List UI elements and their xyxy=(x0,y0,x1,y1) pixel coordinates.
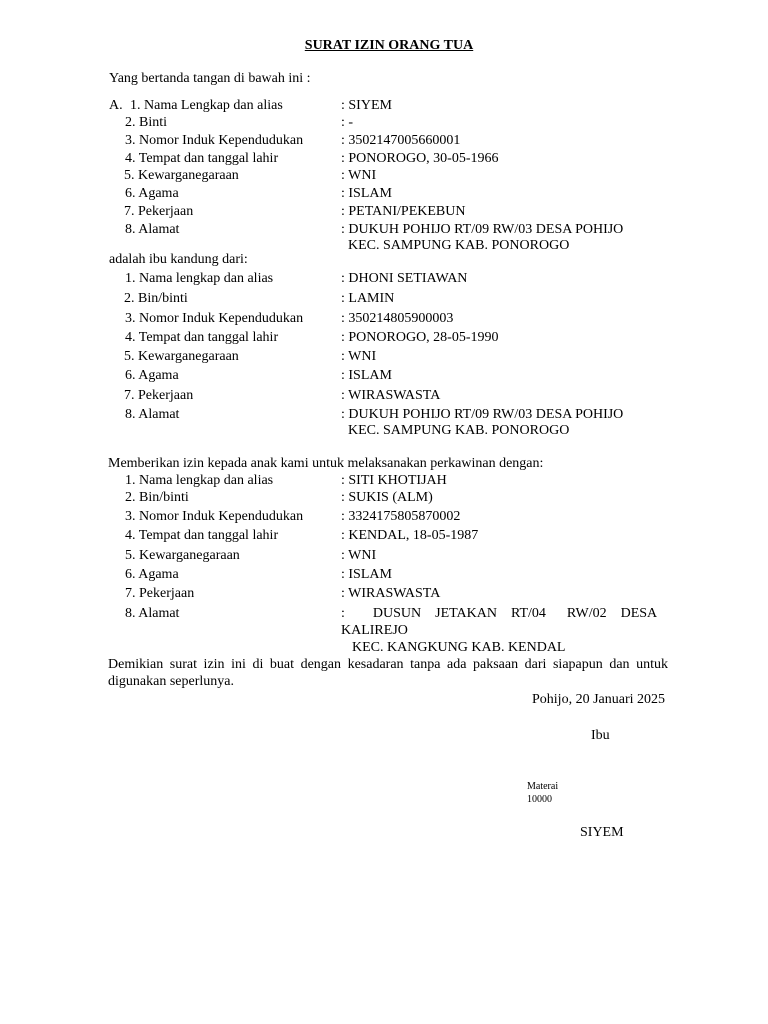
intro-text: Yang bertanda tangan di bawah ini : xyxy=(109,71,311,86)
signer-name: SIYEM xyxy=(580,825,624,840)
spouse-label-nik: 3. Nomor Induk Kependudukan xyxy=(125,509,304,524)
spouse-value-occupation: : WIRASWASTA xyxy=(341,586,441,601)
stamp-label: Materai xyxy=(527,781,559,792)
child-label-nik: 3. Nomor Induk Kependudukan xyxy=(125,311,304,326)
parent-label-name: 1. Nama Lengkap dan alias xyxy=(130,98,283,113)
permission-intro-text: Memberikan izin kepada anak kami untuk melaksanakan perkawinan dengan: xyxy=(108,456,544,471)
spouse-value-citizenship: : WNI xyxy=(341,548,377,563)
child-value-religion: : ISLAM xyxy=(341,368,392,383)
parent-label-binti: 2. Binti xyxy=(125,115,168,130)
parent-value-citizenship: : WNI xyxy=(341,168,377,183)
parent-label-birth: 4. Tempat dan tanggal lahir xyxy=(125,151,279,166)
spouse-label-bin: 2. Bin/binti xyxy=(125,490,189,505)
spouse-label-name: 1. Nama lengkap dan alias xyxy=(125,473,274,488)
parent-label-occupation: 7. Pekerjaan xyxy=(124,204,194,219)
child-value-birth: : PONOROGO, 28-05-1990 xyxy=(341,330,499,345)
child-label-birth: 4. Tempat dan tanggal lahir xyxy=(125,330,279,345)
spouse-value-religion: : ISLAM xyxy=(341,567,392,582)
parent-value-name: : SIYEM xyxy=(341,98,392,113)
child-label-name: 1. Nama lengkap dan alias xyxy=(125,271,274,286)
child-label-address: 8. Alamat xyxy=(125,407,180,422)
child-label-bin: 2. Bin/binti xyxy=(124,291,188,306)
spouse-label-birth: 4. Tempat dan tanggal lahir xyxy=(125,528,279,543)
place-date: Pohijo, 20 Januari 2025 xyxy=(532,692,665,707)
child-label-citizenship: 5. Kewarganegaraan xyxy=(124,349,239,364)
spouse-value-name: : SITI KHOTIJAH xyxy=(341,473,447,488)
parent-label-nik: 3. Nomor Induk Kependudukan xyxy=(125,133,304,148)
closing-paragraph-line2: digunakan seperlunya. xyxy=(108,674,234,689)
parent-label-address: 8. Alamat xyxy=(125,222,180,237)
parent-value-occupation: : PETANI/PEKEBUN xyxy=(341,204,466,219)
child-value-occupation: : WIRASWASTA xyxy=(341,388,441,403)
parent-value-address-line2: KEC. SAMPUNG KAB. PONOROGO xyxy=(348,238,570,253)
child-value-address: : DUKUH POHIJO RT/09 RW/03 DESA POHIJO xyxy=(341,407,624,422)
child-intro-text: adalah ibu kandung dari: xyxy=(109,252,248,267)
spouse-value-bin: : SUKIS (ALM) xyxy=(341,490,433,505)
parent-value-birth: : PONOROGO, 30-05-1966 xyxy=(341,151,499,166)
spouse-label-citizenship: 5. Kewarganegaraan xyxy=(125,548,240,563)
parent-label-citizenship: 5. Kewarganegaraan xyxy=(124,168,239,183)
spouse-label-occupation: 7. Pekerjaan xyxy=(125,586,195,601)
spouse-label-religion: 6. Agama xyxy=(125,567,179,582)
signer-role: Ibu xyxy=(591,728,610,743)
spouse-value-address-line3: KEC. KANGKUNG KAB. KENDAL xyxy=(352,640,566,655)
spouse-value-address-line2: KALIREJO xyxy=(341,623,408,638)
child-label-religion: 6. Agama xyxy=(125,368,179,383)
spouse-value-nik: : 3324175805870002 xyxy=(341,509,461,524)
spouse-label-address: 8. Alamat xyxy=(125,606,180,621)
parent-value-address: : DUKUH POHIJO RT/09 RW/03 DESA POHIJO xyxy=(341,222,624,237)
parent-value-binti: : - xyxy=(341,115,354,130)
child-value-address-line2: KEC. SAMPUNG KAB. PONOROGO xyxy=(348,423,570,438)
spouse-value-address: : DUSUN JETAKAN RT/04 RW/02 DESA xyxy=(341,606,658,621)
child-label-occupation: 7. Pekerjaan xyxy=(124,388,194,403)
child-value-name: : DHONI SETIAWAN xyxy=(341,271,468,286)
child-value-bin: : LAMIN xyxy=(341,291,395,306)
spouse-value-birth: : KENDAL, 18-05-1987 xyxy=(341,528,479,543)
child-value-citizenship: : WNI xyxy=(341,349,377,364)
page-title: SURAT IZIN ORANG TUA xyxy=(304,38,474,53)
child-value-nik: : 350214805900003 xyxy=(341,311,454,326)
closing-paragraph-line1: Demikian surat izin ini di buat dengan kesadaran tanpa ada paksaan dari siapapun dan untuk xyxy=(108,657,668,672)
parent-value-religion: : ISLAM xyxy=(341,186,392,201)
parent-label-religion: 6. Agama xyxy=(125,186,179,201)
section-a-marker: A. xyxy=(109,98,123,113)
parent-value-nik: : 3502147005660001 xyxy=(341,133,461,148)
stamp-value: 10000 xyxy=(527,794,552,805)
